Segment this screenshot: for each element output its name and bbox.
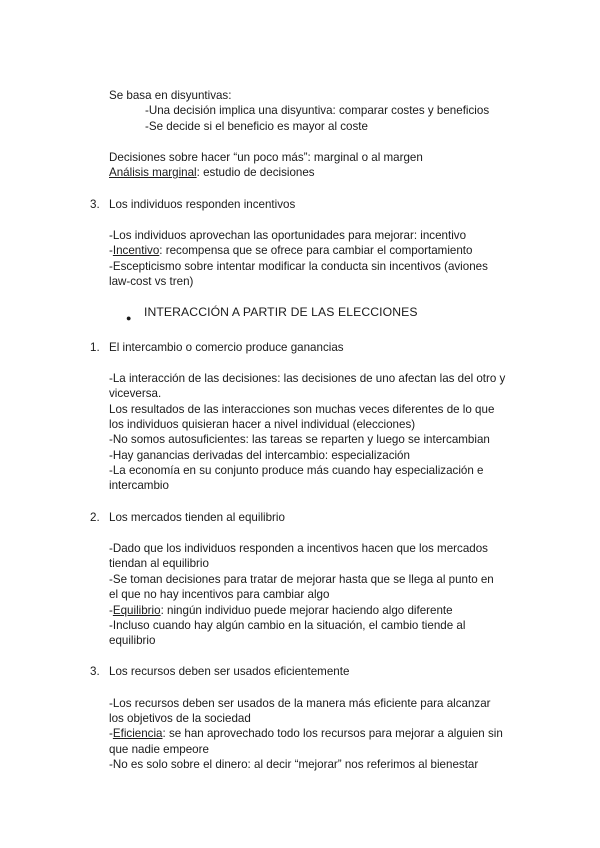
item-1-line: Los resultados de las interacciones son muchas veces diferentes de lo que [109, 403, 495, 416]
equilibrio-def: : ningún individuo puede mejorar haciendo algo diferente [160, 604, 453, 617]
incentivo-definition [109, 243, 472, 258]
section-heading: INTERACCIÓN A PARTIR DE LAS ELECCIONES [144, 305, 418, 319]
eficiencia-def: : se han aprovechado todo los recursos para mejorar a alguien sin [162, 727, 503, 740]
item-3b-line: -No es solo sobre el dinero: al decir “mejorar” nos referimos al bienestar [109, 758, 479, 771]
item-3b-line: que nadie empeore [109, 743, 209, 756]
item-2-line: el que no hay incentivos para cambiar algo [109, 588, 330, 601]
item-1-line: intercambio [109, 479, 169, 492]
item-1-line: -La economía en su conjunto produce más cuando hay especialización e [109, 464, 484, 477]
incentivo-dash: - [109, 244, 113, 257]
item-2-number: 2. [90, 511, 100, 524]
equilibrio-definition [109, 603, 453, 618]
disyuntivas-sub-1: -Una decisión implica una disyuntiva: comparar costes y beneficios [145, 104, 490, 117]
analisis-marginal-def: : estudio de decisiones [196, 166, 315, 179]
incentivos-p1: -Los individuos aprovechan las oportunidades para mejorar: incentivo [109, 229, 467, 242]
item-1-number: 1. [90, 341, 100, 354]
disyuntivas-sub-2: -Se decide si el beneficio es mayor al coste [145, 120, 368, 133]
item-2-title: Los mercados tienden al equilibrio [109, 511, 285, 524]
item-3b-line: -Los recursos deben ser usados de la manera más eficiente para alcanzar [109, 697, 491, 710]
item-2-line: tiendan al equilibrio [109, 557, 209, 570]
incentivo-def: : recompensa que se ofrece para cambiar el comportamiento [159, 244, 473, 257]
analisis-marginal-line [109, 165, 315, 180]
eficiencia-term: Eficiencia [112, 727, 163, 740]
escepticismo-line-1: -Escepticismo sobre intentar modificar la conducta sin incentivos (aviones [109, 260, 488, 273]
item-3b-line: los objetivos de la sociedad [109, 712, 251, 725]
marginal-line: Decisiones sobre hacer “un poco más”: marginal o al margen [109, 151, 423, 164]
eficiencia-definition [109, 726, 503, 741]
item-2-line: -Incluso cuando hay algún cambio en la situación, el cambio tiende al [109, 619, 466, 632]
item-1-line: -No somos autosuficientes: las tareas se reparten y luego se intercambian [109, 433, 490, 446]
item-1-line: viceversa. [109, 387, 162, 400]
disyuntivas-intro: Se basa en disyuntivas: [109, 89, 232, 102]
item-3b-title: Los recursos deben ser usados eficientemente [109, 665, 350, 678]
item-1-line: -La interacción de las decisiones: las decisiones de uno afectan las del otro y [109, 372, 506, 385]
escepticismo-line-2: law-cost vs tren) [109, 275, 194, 288]
item-1-line: los individuos quisieran hacer a nivel individual (elecciones) [109, 418, 416, 431]
bullet-icon: ● [126, 313, 132, 323]
item-3-title: Los individuos responden incentivos [109, 198, 296, 211]
analisis-marginal-term: Análisis marginal [109, 166, 197, 179]
item-2-line: -Se toman decisiones para tratar de mejorar hasta que se llega al punto en [109, 573, 494, 586]
equilibrio-dash: - [109, 604, 113, 617]
item-3-number: 3. [90, 198, 100, 211]
item-2-line: equilibrio [109, 634, 156, 647]
item-2-line: -Dado que los individuos responden a incentivos hacen que los mercados [109, 542, 488, 555]
item-1-line: -Hay ganancias derivadas del intercambio: especialización [109, 449, 410, 462]
incentivo-term: Incentivo [112, 244, 160, 257]
equilibrio-term: Equilibrio [112, 604, 161, 617]
item-3b-number: 3. [90, 665, 100, 678]
item-1-title: El intercambio o comercio produce ganancias [109, 341, 344, 354]
eficiencia-dash: - [109, 727, 113, 740]
